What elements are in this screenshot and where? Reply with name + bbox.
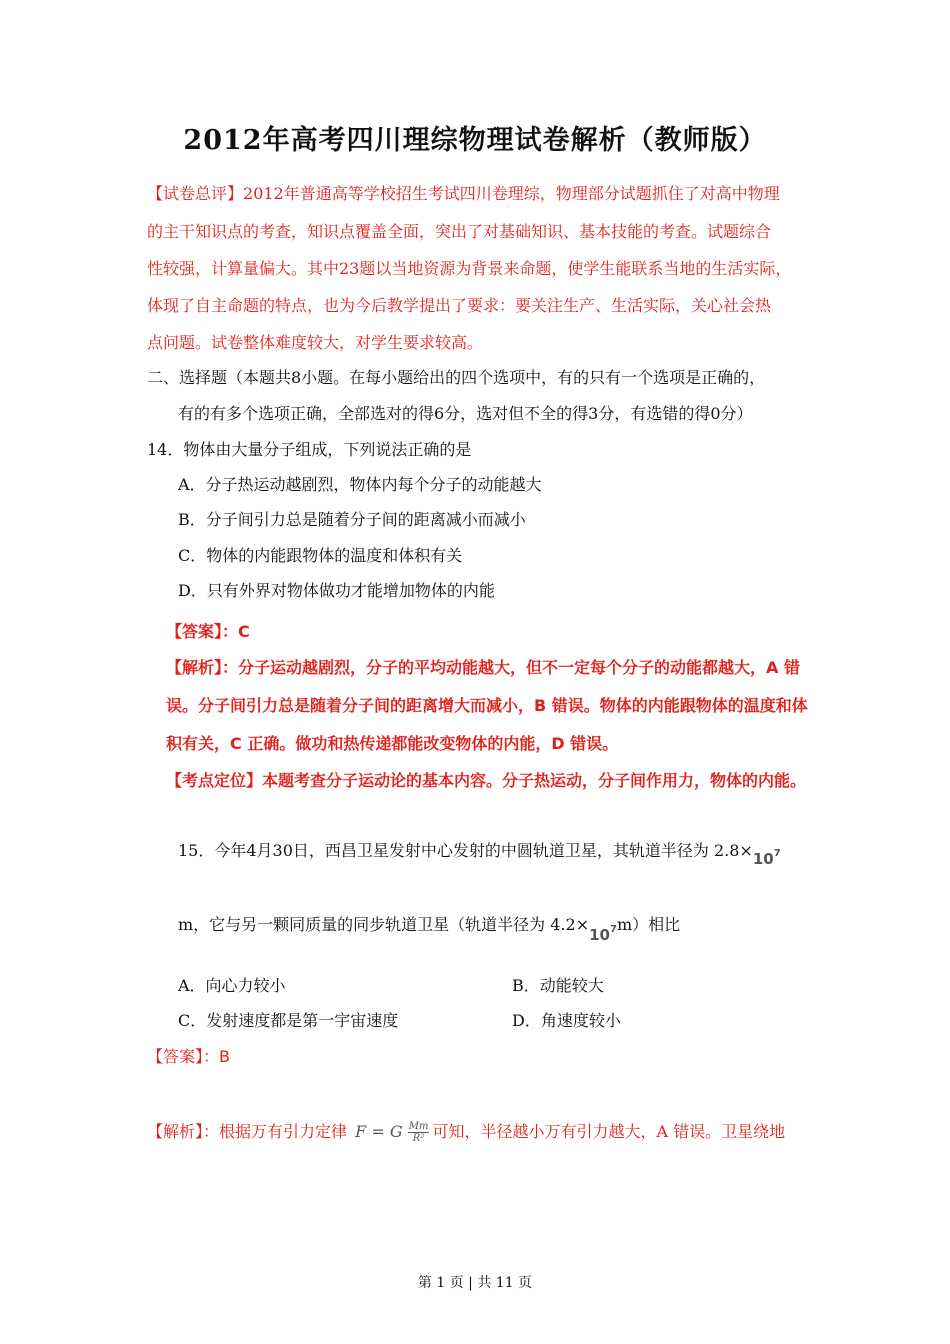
formula-fraction: $\frac{Mm}{\text{R²}}$ [408,1121,429,1144]
q15-option-c: C．发射速度都是第一宇宙速度 [178,1011,399,1030]
q14-stem: 14．物体由大量分子组成，下列说法正确的是 [147,440,472,459]
summary-line-1: 【试卷总评】2012年普通高等学校招生考试四川卷理综，物理部分试题抓住了对高中物理 [147,184,780,203]
q15-option-a: A．向心力较小 [178,976,286,995]
q14-option-a: A．分子热运动越剧烈，物体内每个分子的动能越大 [178,475,542,494]
summary-line-2: 的主干知识点的考查，知识点覆盖全面，突出了对基础知识、基本技能的考查。试题综合 [147,222,772,241]
summary-label: 【试卷总评】 [147,184,244,203]
q14-option-c: C．物体的内能跟物体的温度和体积有关 [178,546,463,565]
q15-option-d: D．角速度较小 [512,1011,621,1030]
q15-answer: 【答案】：B [147,1047,230,1066]
page-footer: 第 1 页 | 共 11 页 [417,1275,533,1291]
q14-analysis-line-3: 积有关，C 正确。做功和热传递都能改变物体的内能，D 错误。 [166,734,619,753]
gravitation-formula: F = G $\frac{Mm}{\text{R²}}$ [355,1121,429,1144]
section-header-line-1: 二、选择题（本题共8小题。在每小题给出的四个选项中，有的只有一个选项是正确的， [147,368,766,387]
q14-analysis-line-2: 误。分子间引力总是随着分子间的距离增大而减小，B 错误。物体的内能跟物体的温度和体 [166,696,808,715]
q15-analysis-line-1: 【解析】：根据万有引力定律 F = G $\frac{Mm}{\text{R²}}$ 可知，半径越小万有引力越大，A 错误。卫星绕地 [147,1121,786,1144]
q14-option-b: B．分子间引力总是随着分子间的距离减小而减小 [178,510,526,529]
q14-keypoint: 【考点定位】本题考查分子运动论的基本内容。分子热运动，分子间作用力，物体的内能。 [166,771,807,790]
q14-analysis-line-1: 【解析】：分子运动越剧烈，分子的平均动能越大，但不一定每个分子的动能都越大，A 错 [166,658,800,677]
q14-answer: 【答案】：C [166,622,250,641]
q15-stem-line-1: 15．今年4月30日，西昌卫星发射中心发射的中圆轨道卫星，其轨道半径为 $2.8\times 10^7$ [178,841,781,868]
summary-line-4: 体现了自主命题的特点，也为今后教学提出了要求：要关注生产、生活实际，关心社会热 [147,296,772,315]
q14-option-d: D．只有外界对物体做功才能增加物体的内能 [178,581,495,600]
q15-stem-line-2: m，它与另一颗同质量的同步轨道卫星（轨道半径为 $4.2\times 10^7m$）相比 [178,915,681,944]
summary-line-5: 点问题。试卷整体难度较大，对学生要求较高。 [147,333,484,352]
summary-line-3: 性较强，计算量偏大。其中23题以当地资源为背景来命题，使学生能联系当地的生活实际， [147,259,792,278]
power-ten-2: $10^7$ [589,924,617,944]
power-ten-1: $10^7$ [752,848,781,868]
section-header-line-2: 有的有多个选项正确，全部选对的得6分，选对但不全的得3分，有选错的得0分） [178,404,753,423]
page-title: 2012年高考四川理综物理试卷解析（教师版） [183,125,767,156]
q15-option-b: B．动能较大 [512,976,604,995]
